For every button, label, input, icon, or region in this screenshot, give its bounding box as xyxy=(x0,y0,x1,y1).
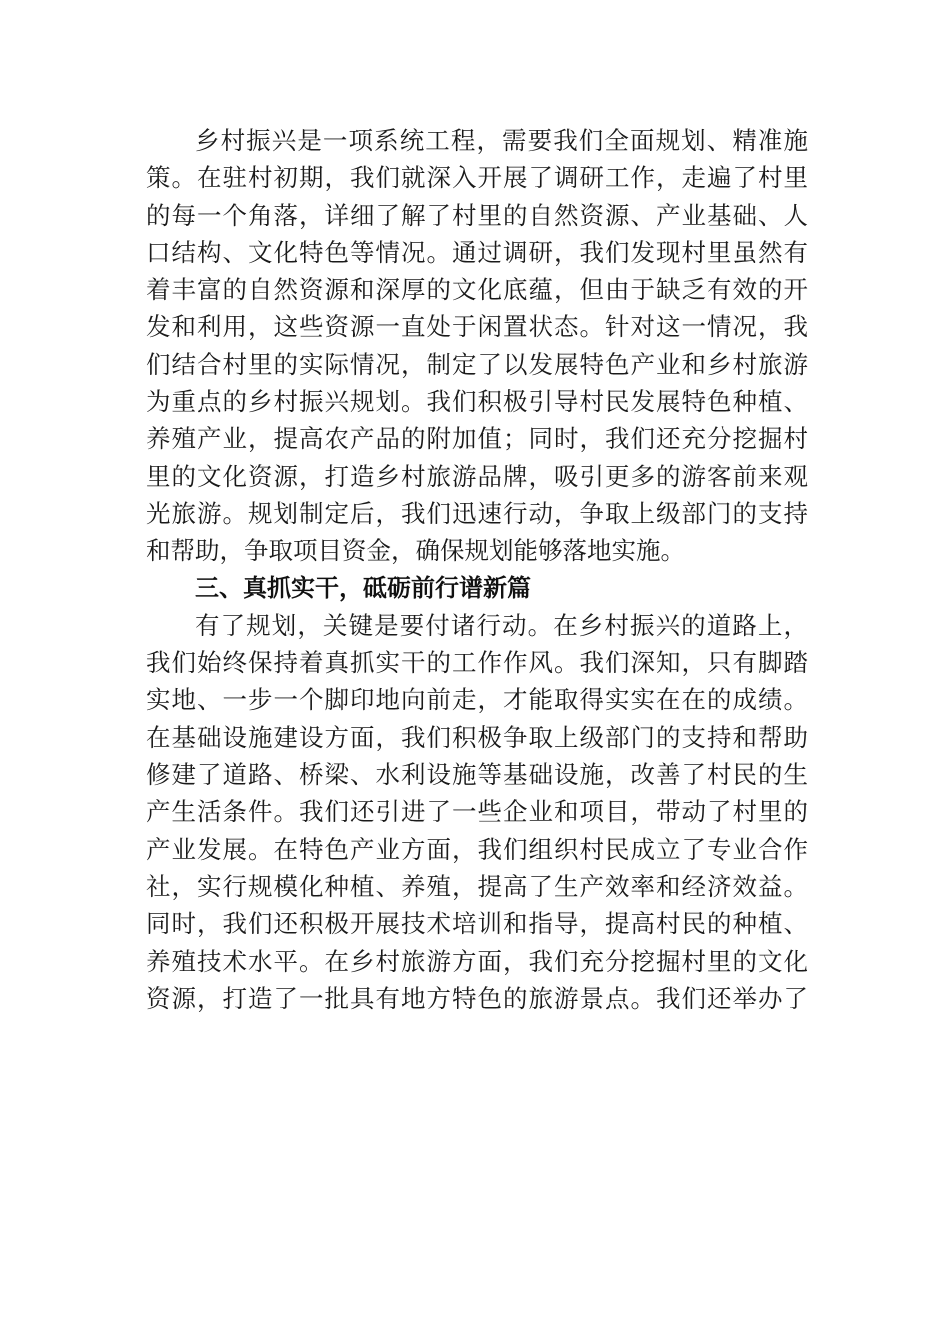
paragraph-line: 和帮助，争取项目资金，确保规划能够落地实施。 xyxy=(146,536,685,566)
paragraph-line: 同时，我们还积极开展技术培训和指导，提高村民的种植、 xyxy=(146,909,808,939)
paragraph-line: 修建了道路、桥梁、水利设施等基础设施，改善了村民的生 xyxy=(146,760,808,790)
paragraph-line: 产生活条件。我们还引进了一些企业和项目，带动了村里的 xyxy=(146,797,808,827)
paragraph-line: 产业发展。在特色产业方面，我们组织村民成立了专业合作 xyxy=(146,834,808,864)
paragraph-line: 有了规划，关键是要付诸行动。在乡村振兴的道路上， xyxy=(195,610,808,640)
paragraph-line: 策。在驻村初期，我们就深入开展了调研工作，走遍了村里 xyxy=(146,163,808,193)
paragraph-line: 口结构、文化特色等情况。通过调研，我们发现村里虽然有 xyxy=(146,237,808,267)
paragraph-line: 乡村振兴是一项系统工程，需要我们全面规划、精准施 xyxy=(195,126,808,155)
paragraph-line: 们结合村里的实际情况，制定了以发展特色产业和乡村旅游 xyxy=(146,349,808,379)
paragraph-line: 养殖技术水平。在乡村旅游方面，我们充分挖掘村里的文化 xyxy=(146,946,808,976)
paragraph-line: 我们始终保持着真抓实干的工作作风。我们深知，只有脚踏 xyxy=(146,648,808,678)
paragraph-action xyxy=(146,607,808,1017)
paragraph-line: 资源，打造了一批具有地方特色的旅游景点。我们还举办了 xyxy=(146,983,808,1013)
paragraph-line: 为重点的乡村振兴规划。我们积极引导村民发展特色种植、 xyxy=(146,387,808,417)
paragraph-line: 发和利用，这些资源一直处于闲置状态。针对这一情况，我 xyxy=(146,312,808,342)
paragraph-line: 养殖产业，提高农产品的附加值；同时，我们还充分挖掘村 xyxy=(146,424,808,454)
paragraph-line: 着丰富的自然资源和深厚的文化底蕴，但由于缺乏有效的开 xyxy=(146,275,808,305)
paragraph-line: 里的文化资源，打造乡村旅游品牌，吸引更多的游客前来观 xyxy=(146,461,808,491)
paragraph-line: 在基础设施建设方面，我们积极争取上级部门的支持和帮助 xyxy=(146,722,808,752)
body-text xyxy=(146,122,808,1017)
paragraph-line: 实地、一步一个脚印地向前走，才能取得实实在在的成绩。 xyxy=(146,685,808,715)
paragraph-line: 光旅游。规划制定后，我们迅速行动，争取上级部门的支持 xyxy=(146,498,808,528)
paragraph-planning xyxy=(146,122,808,570)
section-heading: 三、真抓实干，砥砺前行谱新篇 xyxy=(195,573,531,602)
paragraph-line: 的每一个角落，详细了解了村里的自然资源、产业基础、人 xyxy=(146,200,808,230)
paragraph-line: 社，实行规模化种植、养殖，提高了生产效率和经济效益。 xyxy=(146,871,808,901)
